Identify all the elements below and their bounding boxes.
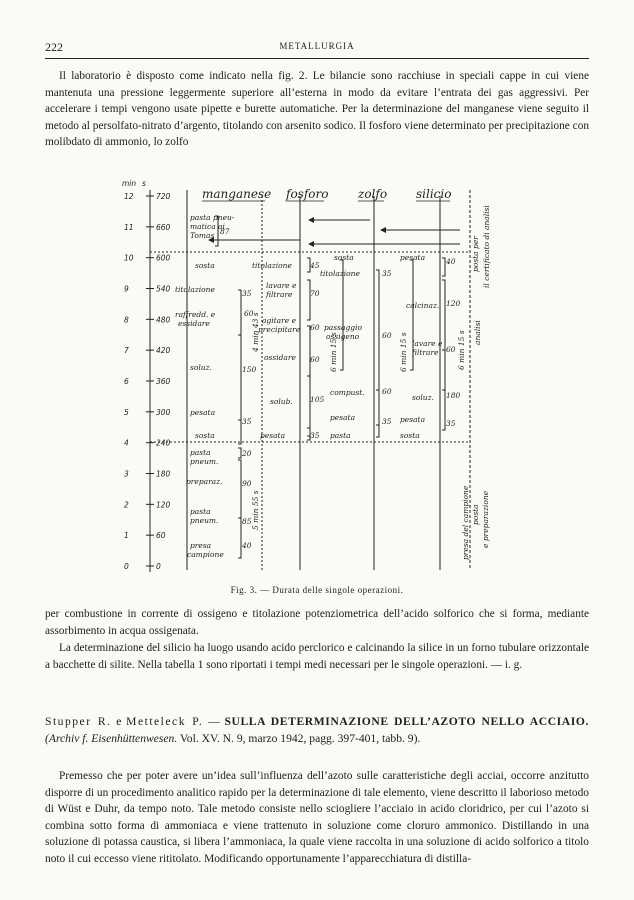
note-raffredd-2: essidare	[178, 319, 210, 328]
note-right-mid: analisi	[473, 320, 482, 345]
note-v60f: 60	[446, 345, 456, 354]
note-soluz-2: soluz.	[412, 393, 434, 402]
axis-min-label: 1	[124, 531, 129, 541]
header-rule	[45, 58, 589, 59]
note-soluz-1: soluz.	[190, 363, 212, 372]
axis-min-label: 3	[124, 469, 129, 479]
note-pasta-pneum-1a: pasta	[190, 448, 211, 457]
note-v105: 105	[310, 395, 325, 404]
note-preparaz: preparaz.	[186, 477, 223, 486]
note-right-bottom-3: e preparazione	[481, 490, 490, 548]
article-title: SULLA DETERMINAZIONE DELL’AZOTO NELLO ACCIAIO.	[224, 715, 589, 728]
axis-sec-label: 600	[156, 253, 171, 263]
note-pasta-pneum-2a: pasta	[190, 507, 211, 516]
note-right-bottom-1: presa del campione	[461, 485, 470, 560]
note-pasta-pneum-2b: pneum.	[190, 516, 219, 525]
note-pesata-1: pesata	[190, 408, 216, 417]
bottom-paragraph-1: per combustione in corrente di ossigeno e titolazione potenziometrica dell’acido solforico che si forma, mediante assorbimento in acqua ossigenata.	[45, 608, 589, 637]
note-agitare-2: precipitare	[258, 325, 301, 334]
note-raffredd-1: raffredd. e	[175, 310, 216, 319]
note-calcinaz: calcinaz.	[406, 301, 440, 310]
author-1: Stupper R.	[45, 715, 112, 728]
axis-min-label: 8	[124, 315, 129, 325]
note-v70: 70	[310, 289, 320, 298]
note-pasta: pasta	[330, 431, 351, 440]
running-header	[45, 40, 589, 56]
note-pasta-pneu-3: Tomas	[190, 231, 215, 240]
note-v35b: 35	[242, 417, 252, 426]
note-pesata-si: pesata	[400, 253, 426, 262]
note-4min43s: 4 min 43 s	[251, 312, 260, 352]
note-titolazione-mn: titolazione	[175, 285, 215, 294]
author-2: Metteleck P.	[126, 715, 204, 728]
note-v60: 60	[244, 309, 254, 318]
note-v20: 20	[242, 449, 252, 458]
axis-min-label: 6	[124, 377, 129, 386]
note-pasta-pneum-1b: pneum.	[190, 457, 219, 466]
note-lavare-filtrare-1b: filtrare	[266, 290, 293, 299]
column-silicio: silicio	[416, 187, 452, 201]
note-pasta-pneu-2: matica ai	[190, 222, 225, 231]
note-passaggio-2: ossigeno	[326, 332, 360, 341]
axis-sec-label: 0	[156, 562, 161, 571]
note-v180: 180	[446, 391, 461, 400]
axis-ticks	[124, 192, 171, 571]
axis-sec-label: 540	[156, 284, 171, 294]
figure-caption: Fig. 3. — Durata delle singole operazioni.	[230, 585, 404, 595]
axis-sec-label: 480	[156, 315, 171, 325]
axis-min-label: 2	[124, 500, 129, 510]
axis-min-label: 9	[124, 284, 129, 294]
axis-sec-label: 120	[156, 500, 171, 510]
note-v35a: 35	[242, 289, 252, 298]
note-v150: 150	[242, 365, 257, 374]
note-lavare-filtrare-2b: filtrare	[412, 348, 439, 357]
axis-sec-label: 300	[156, 407, 171, 417]
axis-unit-s: s	[142, 180, 146, 188]
note-v35e: 35	[382, 417, 392, 426]
title-dash: —	[208, 715, 220, 728]
note-v35c: 35	[310, 431, 320, 440]
axis-sec-label: 180	[156, 469, 171, 479]
axis-sec-label: 60	[156, 531, 166, 541]
source-details: Vol. XV. N. 9, marzo 1942, pagg. 397-401, tabb. 9).	[179, 732, 421, 745]
bottom-paragraph-2: La determinazione del silicio ha luogo usando acido perclorico e calcinando la silice in un forno tubulare orizzontale a bacchette di silite. Nella tabella 1 sono riportati i tempi medi necessari per le singole operazioni. — i. g.	[45, 642, 589, 671]
axis-min-label: 7	[124, 346, 129, 356]
note-right-top-1: posta per	[471, 236, 480, 272]
journal-title: METALLURGIA	[279, 41, 355, 51]
axis-min-label: 11	[124, 222, 134, 232]
note-presa-campione-2: campione	[187, 550, 224, 559]
axis-min-label: 0	[124, 562, 129, 571]
note-v40b: 40	[446, 257, 456, 266]
note-v35f: 35	[446, 419, 456, 428]
note-v120: 120	[446, 299, 461, 308]
note-5min55s: 5 min 55 s	[251, 490, 260, 530]
note-v90: 90	[242, 479, 252, 488]
note-lavare-filtrare-2a: lavare e	[412, 339, 443, 348]
note-sosta-3: sosta	[334, 253, 354, 262]
note-6min15s-b: 6 min 15 s	[399, 332, 408, 372]
note-titolazione-s: titolazione	[320, 269, 360, 278]
note-titolazione-p: titolazione	[252, 261, 292, 270]
note-v35d: 35	[382, 269, 392, 278]
source-journal: (Archiv f. Eisenhüttenwesen.	[45, 732, 178, 745]
column-fosforo: fosforo	[286, 187, 329, 201]
article-body: Premesso che per poter avere un’idea sull’influenza dell’azoto sulle caratteristiche degli acciai, occorre anzitutto disporre di un procedimento analitico rapido per la determinazione di tale elemento, viene descritto il laborioso metodo di Wüst e Duhr, da tempo noto. Tale metodo consiste nello sciogliere l’acciaio in acido cloridrico, per cui l’azoto si combina sotto forma di ammoniaca e viene trattenuto in soluzione come cloruro ammonico. Distillando in una soluzione di potassa caustica, si libera l’ammoniaca, la quale viene raccolta in una soluzione di acido solforico a titolo noto il cui eccesso viene rititolato. Modificando opportunamente l’apparecchiatura di distilla-	[45, 770, 589, 865]
axis-sec-label: 720	[156, 192, 171, 201]
axis-sec-label: 240	[156, 438, 171, 448]
note-pasta-pneu-1: pasta pneu-	[190, 213, 235, 222]
note-pesata-2: pesata	[260, 431, 286, 440]
note-presa-campione-1: presa	[190, 541, 212, 550]
note-v45: 45	[310, 261, 320, 270]
note-right-bottom-2: posta	[471, 504, 480, 525]
note-pesata-4: pesata	[400, 415, 426, 424]
note-sosta-1: sosta	[195, 261, 215, 270]
note-pesata-3: pesata	[330, 413, 356, 422]
axis-sec-label: 420	[156, 346, 171, 356]
note-v60d: 60	[382, 331, 392, 340]
note-right-top-2: il certificato di analisi	[482, 205, 491, 288]
axis-min-label: 10	[124, 253, 134, 263]
top-paragraph: Il laboratorio è disposto come indicato nella fig. 2. Le bilancie sono racchiuse in speciali cappe in cui viene mantenuta una pressione leggermente superiore all’esterna in modo da evitare l’entrata dei gas aggressivi. Per accelerare i tempi vengono usate pipette e burette automatiche. Per la determinazione del manganese viene seguito il metodo al persolfato-nitrato d’argento, titolando con arsenito sodico. Il fosforo viene determinato per precipitazione con molibdato di ammonio, lo zolfo	[45, 70, 589, 148]
note-solub: solub.	[270, 397, 293, 406]
author-conjunction: e	[116, 715, 122, 728]
axis-min-label: 12	[124, 192, 134, 201]
note-v60c: 60	[310, 355, 320, 364]
note-v60e: 60	[382, 387, 392, 396]
axis-min-label: 4	[124, 438, 129, 448]
note-v60b: 60	[310, 323, 320, 332]
note-v87: 87	[220, 227, 230, 236]
axis-sec-label: 660	[156, 222, 171, 232]
figure-3-timeline-diagram	[120, 180, 520, 580]
column-manganese: manganese	[202, 187, 272, 201]
note-sosta-4: sosta	[400, 431, 420, 440]
axis-unit-min: min	[122, 180, 137, 188]
note-6min15s: 6 min 15 s	[329, 332, 338, 372]
note-ossidare: ossidare	[264, 353, 296, 362]
axis-sec-label: 360	[156, 377, 171, 386]
note-agitare-1: agitare e	[262, 316, 297, 325]
note-v40: 40	[242, 541, 252, 550]
note-sosta-2: sosta	[195, 431, 215, 440]
article-reference	[45, 713, 589, 747]
axis-min-label: 5	[124, 407, 129, 417]
note-6min15s-c: 6 min 15 s	[457, 330, 466, 370]
note-v85: 85	[242, 517, 252, 526]
note-lavare-filtrare-1a: lavare e	[266, 281, 297, 290]
note-passaggio-1: passaggio	[324, 323, 362, 332]
page-number: 222	[45, 40, 63, 54]
note-compust: compust.	[330, 388, 365, 397]
column-zolfo: zolfo	[358, 187, 388, 201]
